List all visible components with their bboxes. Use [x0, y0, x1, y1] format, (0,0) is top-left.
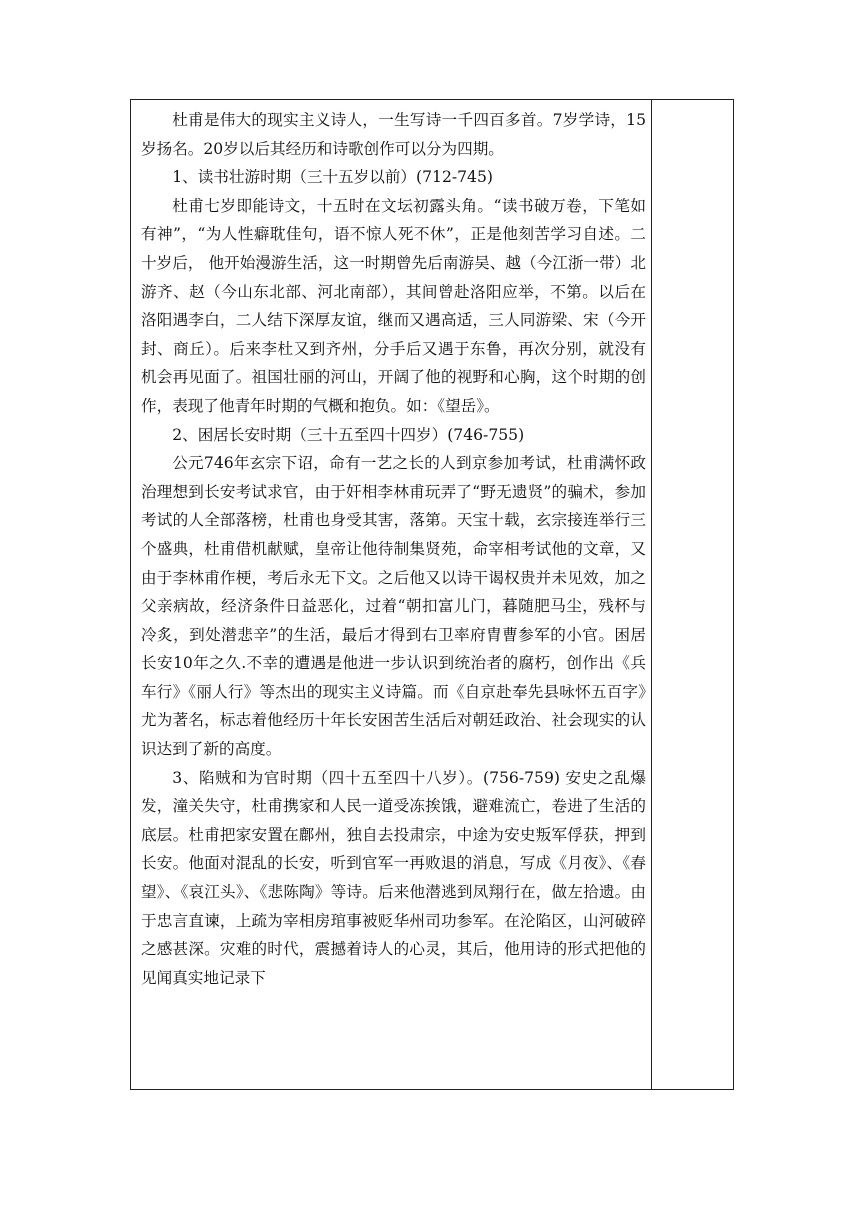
content-cell [141, 106, 646, 992]
period-paragraph-2: 公元746年玄宗下诏，命有一艺之长的人到京参加考试，杜甫满怀政治理想到长安考试求官，由于奸相李林甫玩弄了“野无遗贤”的骗术，参加考试的人全部落榜，杜甫也身受其害，落第。天宝十载，玄宗接连举行三个盛典，杜甫借机献赋，皇帝让他待制集贤苑，命宰相考试他的文章，又由于李林甫作梗，考后永无下文。之后他又以诗干谒权贵并未见效，加之父亲病故，经济条件日益恶化，过着“朝扣富儿门，暮随肥马尘，残杯与冷炙，到处潜悲辛”的生活，最后才得到右卫率府胄曹参军的小官。困居长安10年之久.不幸的遭遇是他进一步认识到统治者的腐朽，创作出《兵车行》《丽人行》等杰出的现实主义诗篇。而《自京赴奉先县咏怀五百字》尤为著名，标志着他经历十年长安困苦生活后对朝廷政治、社会现实的认识达到了新的高度。 [141, 454, 646, 759]
period-heading-2: 2、困居长安时期（三十五至四十四岁）(746-755) [172, 425, 525, 444]
period-paragraph-3: 3、陷贼和为官时期（四十五至四十八岁）。(756-759) 安史之乱爆发，潼关失守，杜甫携家和人民一道受冻挨饿，避难流亡，卷进了生活的底层。杜甫把家安置在鄜州，独自去投肃宗，中途为安史叛军俘获，押到长安。他面对混乱的长安，听到官军一再败退的消息，写成《月夜》、《春望》、《哀江头》、《悲陈陶》等诗。后来他潜逃到凤翔行在，做左拾遗。由于忠言直谏，上疏为宰相房琯事被贬华州司功参军。在沦陷区，山河破碎之感甚深。灾难的时代，震撼着诗人的心灵，其后，他用诗的形式把他的见闻真实地记录下 [141, 768, 646, 987]
intro-paragraph: 杜甫是伟大的现实主义诗人，一生写诗一千四百多首。7岁学诗，15岁扬名。20岁以后其经历和诗歌创作可以分为四期。 [141, 111, 646, 158]
column-divider [651, 100, 652, 1089]
period-heading-1: 1、读书壮游时期（三十五岁以前）(712-745) [172, 168, 493, 187]
document-table [130, 99, 734, 1090]
period-paragraph-1: 杜甫七岁即能诗文，十五时在文坛初露头角。“读书破万卷，下笔如有神”，“为人性癖耽佳句，语不惊人死不休”，正是他刻苦学习自述。二十岁后， 他开始漫游生活，这一时期曾先后南游吴、越（今江浙一带）北游齐、赵（今山东北部、河北南部），其间曾赴洛阳应举，不第。以后在洛阳遇李白，二人结下深厚友谊，继而又遇高适，三人同游梁、宋（今开封、商丘）。后来李杜又到齐州，分手后又遇于东鲁，再次分别，就没有机会再见面了。祖国壮丽的河山，开阔了他的视野和心胸，这个时期的创作，表现了他青年时期的气概和抱负。如：《望岳》。 [141, 196, 646, 415]
